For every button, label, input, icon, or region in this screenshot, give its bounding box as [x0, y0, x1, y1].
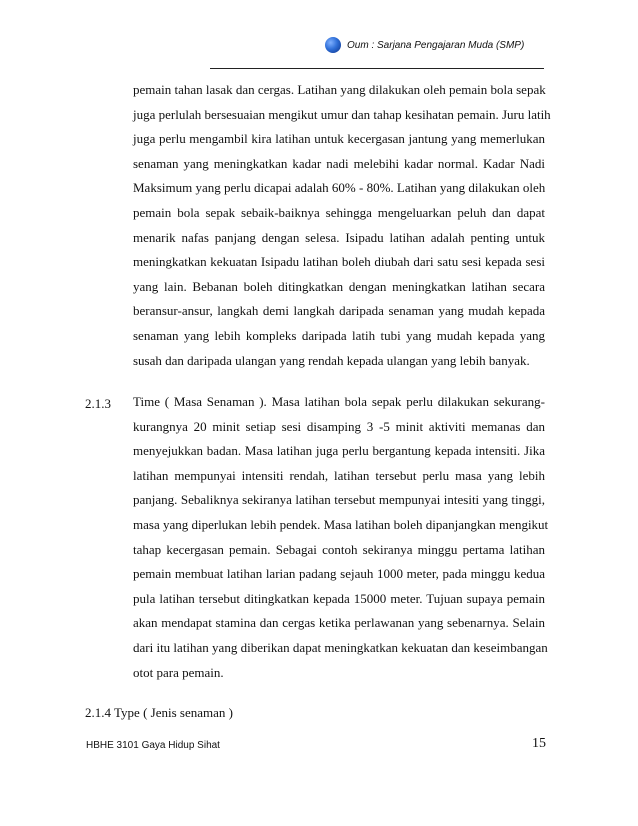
paragraph-time	[133, 390, 549, 685]
header-text: Oum : Sarjana Pengajaran Muda (SMP)	[347, 39, 525, 51]
text-line: juga perlulah bersesuaian mengikut umur dan tahap kesihatan pemain. Juru latih	[133, 106, 551, 122]
text-line: dari itu latihan yang diberikan dapat meningkatkan kekuatan dan keseimbangan	[133, 639, 548, 655]
text-line: otot para pemain.	[133, 664, 224, 680]
text-line: akan mendapat stamina dan cergas ketika perlawanan yang sebenarnya. Selain	[133, 615, 545, 631]
text-line: yang lain. Bebanan boleh ditingkatkan dengan meningkatkan latihan secara	[133, 278, 545, 294]
text-line: beransur-ansur, langkah demi langkah daripada senaman yang mudah kepada	[133, 303, 545, 319]
text-line: pemain membuat latihan larian padang sejauh 1000 meter, pada minggu kedua	[133, 566, 545, 582]
text-line: susah dan daripada ulangan yang rendah kepada ulangan yang lebih banyak.	[133, 352, 530, 368]
text-line: juga perlu mengambil kira latihan untuk kecergasan jantung yang memerlukan	[133, 131, 545, 147]
text-line: menarik nafas panjang dengan selesa. Isipadu latihan adalah penting untuk	[133, 229, 545, 245]
text-line: senaman yang meningkatkan kadar nadi melebihi kadar normal. Kadar Nadi	[133, 155, 545, 171]
text-line: pemain bola sepak sebaik-baiknya sehingga mengeluarkan peluh dan dapat	[133, 204, 545, 220]
text-line: senaman yang lebih kompleks daripada latih tubi yang mudah kepada yang	[133, 327, 545, 343]
text-line: meningkatkan kekuatan Isipadu latihan boleh diubah dari satu sesi kepada sesi	[133, 254, 545, 270]
text-line: latihan mempunyai intensiti rendah, latihan tersebut perlu masa yang lebih	[133, 467, 545, 483]
text-line: tahap kecergasan pemain. Sebagai contoh sekiranya minggu pertama latihan	[133, 541, 545, 557]
text-line: masa yang diperlukan lebih pendek. Masa latihan boleh dipanjangkan mengikut	[133, 516, 549, 532]
page-number: 15	[532, 736, 546, 751]
text-line: Maksimum yang perlu dicapai adalah 60% - 80%. Latihan yang dilakukan oleh	[133, 180, 546, 196]
text-line: panjang. Sebaliknya sekiranya latihan tersebut mempunyai intesiti yang tinggi,	[133, 492, 545, 508]
page-header	[325, 36, 524, 54]
footer-course: HBHE 3101 Gaya Hidup Sihat	[86, 740, 220, 751]
oum-logo-icon	[325, 37, 341, 53]
text-line: kurangnya 20 minit setiap sesi disamping 3 -5 minit aktiviti memanas dan	[133, 418, 545, 434]
text-line: pula latihan tersebut ditingkatkan kepada 15000 meter. Tujuan supaya pemain	[133, 590, 545, 606]
text-line: menyejukkan badan. Masa latihan juga perlu bergantung kepada intensiti. Jika	[133, 443, 545, 459]
header-rule	[210, 68, 544, 69]
section-number-2-1-3: 2.1.3	[85, 396, 111, 411]
section-heading-2-1-4: 2.1.4 Type ( Jenis senaman )	[85, 705, 233, 720]
text-line: pemain tahan lasak dan cergas. Latihan yang dilakukan oleh pemain bola sepak	[133, 82, 546, 97]
paragraph-intensity	[133, 78, 551, 373]
text-line: Time ( Masa Senaman ). Masa latihan bola sepak perlu dilakukan sekurang-	[133, 394, 545, 409]
